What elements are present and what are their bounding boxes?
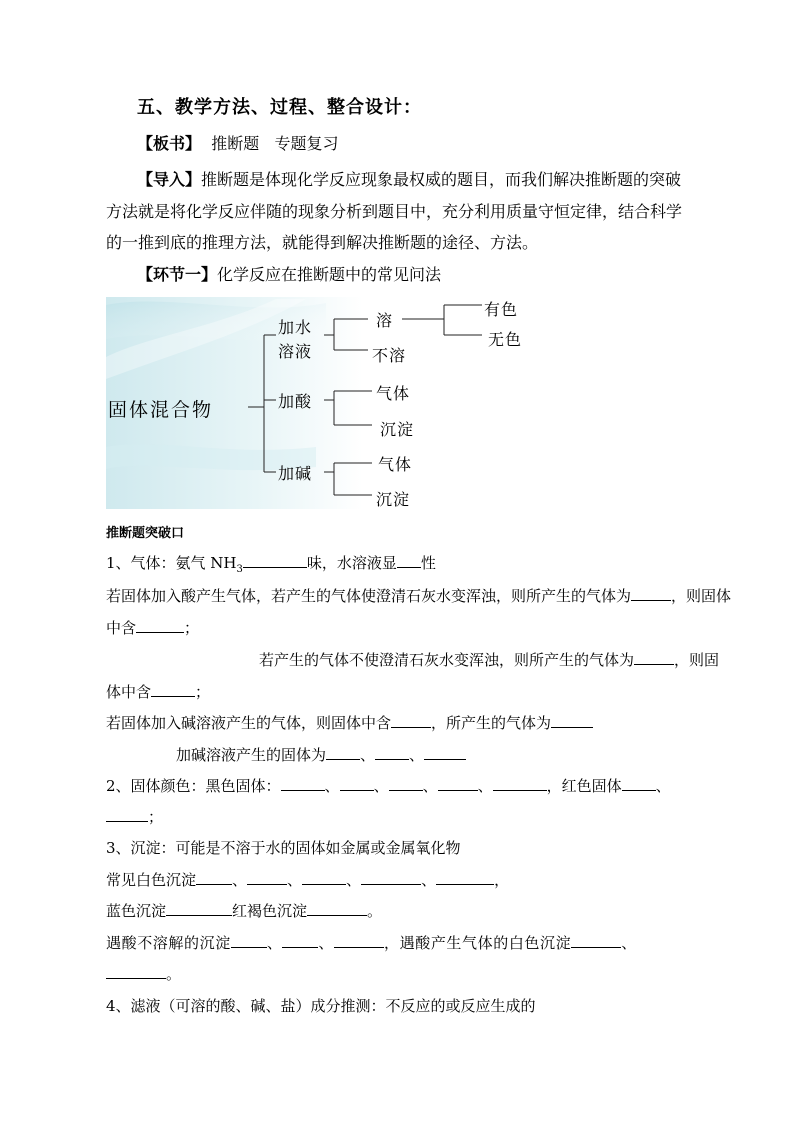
blank[interactable] (571, 933, 621, 948)
blank[interactable] (551, 713, 593, 728)
diagram-acid-precipitate: 沉淀 (380, 420, 415, 439)
comma: ， (494, 871, 510, 889)
separator: 、 (287, 871, 303, 889)
intro-line-3: 的一推到底的推理方法，就能得到解决推断题的途径、方法。 (106, 233, 539, 252)
diagram-colored: 有色 (484, 300, 519, 319)
white-precipitate-line (106, 870, 509, 890)
separator: 、 (324, 777, 340, 795)
blank[interactable] (634, 650, 674, 665)
acid-insoluble-line (106, 933, 637, 953)
diagram-colorless: 无色 (488, 330, 523, 349)
diagram-add-base: 加碱 (278, 464, 313, 483)
blank[interactable] (151, 682, 195, 697)
blank[interactable] (436, 870, 494, 885)
separator: 、 (421, 871, 437, 889)
item-1-text-c: 性 (420, 554, 436, 572)
acid-insol-text: 遇酸不溶解的沉淀 (106, 934, 231, 952)
base-gas-text: 若固体加入碱溶液产生的气体，则固体中含 (106, 714, 392, 732)
separator: 、 (266, 934, 283, 952)
separator: 、 (477, 777, 493, 795)
diagram-base-precipitate: 沉淀 (376, 490, 411, 509)
intro-text-1: 推断题是体现化学反应现象最权威的题目，而我们解决推断题的突破 (201, 170, 682, 189)
separator: 、 (621, 934, 637, 952)
acid-gas-text-4: 体中含 (106, 683, 152, 701)
separator: 、 (232, 871, 248, 889)
item-2-colors (106, 776, 671, 796)
blank[interactable] (106, 964, 166, 979)
acid-gas-line-4 (106, 682, 210, 702)
diagram-root: 固体混合物 (108, 399, 214, 421)
breakthrough-title: 推断题突破口 (106, 526, 185, 541)
item-4: 4、滤液（可溶的酸、碱、盐）成分推测：不反应的或反应生成的 (106, 997, 536, 1015)
blank[interactable] (438, 776, 478, 791)
blank[interactable] (389, 776, 423, 791)
blank[interactable] (196, 870, 232, 885)
acid-gas-text-2: 中含 (106, 619, 137, 637)
diagram-add-water: 加水 (278, 318, 313, 337)
acid-gas-text-1: 若固体加入酸产生气体，若产生的气体使澄清石灰水变浑浊，则所产生的气体为 (106, 587, 632, 605)
blank[interactable] (166, 901, 232, 916)
intro-line-1 (137, 170, 681, 190)
blank[interactable] (326, 745, 360, 760)
blank[interactable] (247, 870, 287, 885)
step1-tag: 【环节一】 (137, 265, 218, 284)
semicolon: ； (148, 808, 164, 826)
separator: 、 (346, 871, 362, 889)
separator: 、 (360, 746, 376, 764)
period: 。 (166, 965, 182, 983)
redbrown-ppt-text: 红褐色沉淀 (232, 902, 308, 920)
blank[interactable] (397, 553, 421, 568)
acid-gas-line-1 (106, 586, 731, 606)
blank[interactable] (391, 713, 431, 728)
board-line (137, 134, 338, 154)
blank[interactable] (307, 901, 367, 916)
blue-ppt-text: 蓝色沉淀 (106, 902, 167, 920)
blank[interactable] (302, 870, 346, 885)
blank[interactable] (231, 933, 267, 948)
acid-gas-text-3b: ，则固 (674, 651, 720, 669)
item-1-subscript: 3 (236, 564, 243, 575)
blank[interactable] (243, 553, 307, 568)
item-1-gas (106, 553, 436, 580)
acid-gas-text-2b: ； (184, 619, 200, 637)
white-ppt-text: 常见白色沉淀 (106, 871, 197, 889)
item-1-text-b: 味，水溶液显 (306, 554, 397, 572)
separator: 、 (373, 777, 389, 795)
classification-diagram (106, 297, 534, 509)
separator: 、 (409, 746, 425, 764)
intro-line-2: 方法就是将化学反应伴随的现象分析到题目中，充分利用质量守恒定律，结合科学 (106, 202, 683, 221)
step1-text: 化学反应在推断题中的常见问法 (217, 265, 442, 284)
separator: 、 (655, 777, 671, 795)
acid-gas-line-3 (259, 650, 719, 670)
blank[interactable] (424, 745, 466, 760)
intro-tag: 【导入】 (137, 170, 202, 189)
blank[interactable] (136, 618, 184, 633)
item-1-text: 1、气体：氨气 NH (106, 554, 237, 572)
blank[interactable] (334, 933, 384, 948)
blank[interactable] (493, 776, 547, 791)
base-gas-line (106, 713, 593, 733)
diagram-add-acid: 加酸 (278, 392, 313, 411)
base-solid-text: 加碱溶液产生的固体为 (176, 746, 327, 764)
item-2-red: ，红色固体 (546, 777, 622, 795)
acid-gas-line-2 (106, 618, 199, 638)
blank[interactable] (375, 745, 409, 760)
base-solid-line (176, 745, 466, 765)
board-text: 推断题 专题复习 (201, 134, 339, 153)
blank[interactable] (361, 870, 421, 885)
acid-gas-text-4b: ； (195, 683, 211, 701)
acid-gas-text-1b: ，则固体 (671, 587, 732, 605)
diagram-acid-gas: 气体 (376, 384, 411, 403)
separator: 、 (422, 777, 438, 795)
diagram-soluble: 溶 (376, 311, 394, 330)
diagram-solution: 溶液 (278, 342, 313, 361)
blank[interactable] (622, 776, 656, 791)
item-2-cont (106, 807, 163, 827)
board-tag: 【板书】 (137, 134, 202, 153)
base-gas-text-b: ，所产生的气体为 (431, 714, 552, 732)
acid-insoluble-cont (106, 964, 181, 984)
period: 。 (367, 902, 383, 920)
item-2-text: 2、固体颜色：黑色固体： (106, 777, 281, 795)
section-title: 五、教学方法、过程、整合设计： (137, 97, 422, 118)
step1-line (137, 265, 441, 285)
blank[interactable] (631, 586, 671, 601)
blank[interactable] (106, 807, 148, 822)
diagram-insoluble: 不溶 (372, 346, 407, 365)
blank[interactable] (340, 776, 374, 791)
separator: 、 (318, 934, 335, 952)
blank[interactable] (281, 776, 325, 791)
blank[interactable] (282, 933, 318, 948)
diagram-base-gas: 气体 (378, 455, 413, 474)
acid-gas-white-text: ，遇酸产生气体的白色沉淀 (384, 934, 572, 952)
acid-gas-text-3: 若产生的气体不使澄清石灰水变浑浊，则所产生的气体为 (259, 651, 635, 669)
item-3: 3、沉淀：可能是不溶于水的固体如金属或金属氧化物 (106, 839, 461, 857)
blue-redbrown-line (106, 901, 382, 921)
